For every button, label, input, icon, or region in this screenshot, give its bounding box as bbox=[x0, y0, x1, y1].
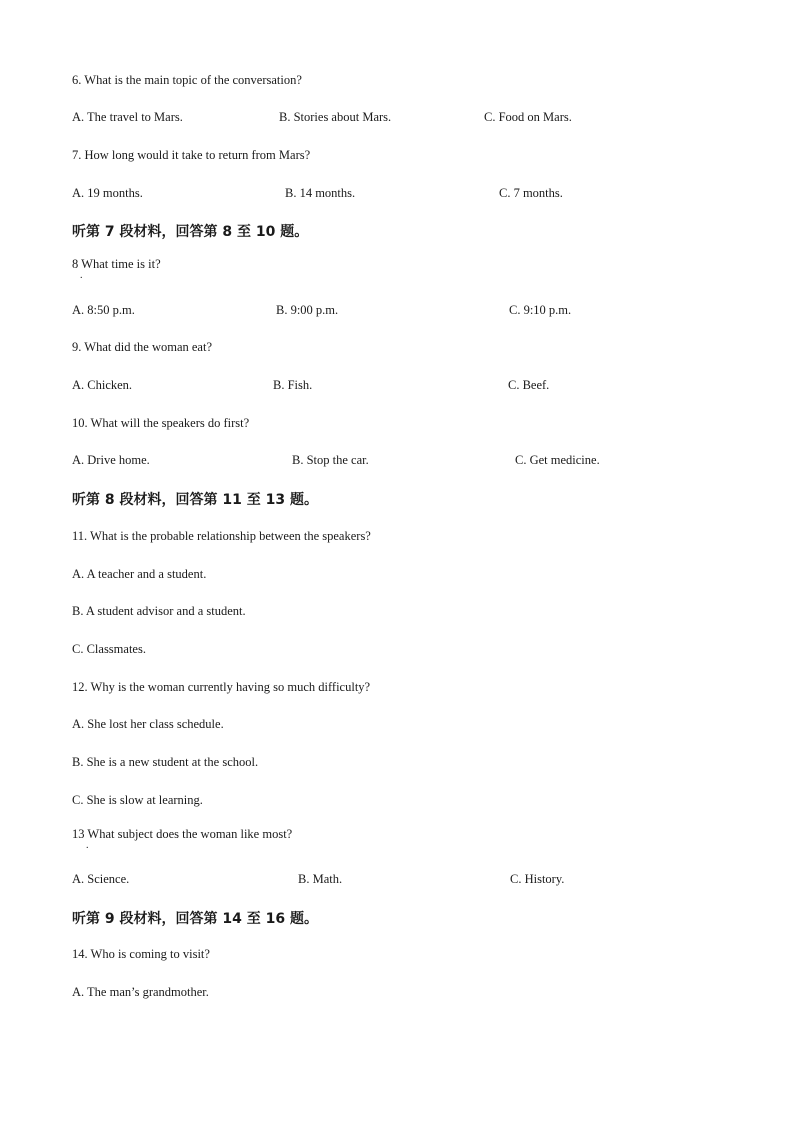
q7-option-a: A. 19 months. bbox=[72, 186, 143, 200]
q11-option-a: A. A teacher and a student. bbox=[72, 567, 207, 581]
question-9: 9. What did the woman eat? bbox=[72, 340, 213, 354]
question-14: 14. Who is coming to visit? bbox=[72, 947, 210, 961]
q6-option-a: A. The travel to Mars. bbox=[72, 110, 183, 124]
question-12: 12. Why is the woman currently having so much difficulty? bbox=[72, 680, 371, 694]
q12-option-b: B. She is a new student at the school. bbox=[72, 755, 259, 769]
q10-option-a: A. Drive home. bbox=[72, 453, 150, 467]
q14-option-a: A. The man’s grandmother. bbox=[72, 985, 209, 999]
q8-option-a: A. 8:50 p.m. bbox=[72, 303, 135, 317]
q12-option-c: C. She is slow at learning. bbox=[72, 793, 203, 807]
q11-option-c: C. Classmates. bbox=[72, 642, 146, 656]
q13-option-b: B. Math. bbox=[298, 872, 343, 886]
period-mark: . bbox=[80, 270, 83, 281]
q9-option-a: A. Chicken. bbox=[72, 378, 133, 392]
q12-option-a: A. She lost her class schedule. bbox=[72, 717, 224, 731]
q8-option-b: B. 9:00 p.m. bbox=[276, 303, 339, 317]
question-8: 8 What time is it? bbox=[72, 257, 161, 271]
q11-option-b: B. A student advisor and a student. bbox=[72, 604, 246, 618]
q6-option-b: B. Stories about Mars. bbox=[279, 110, 392, 124]
section-heading-9: 听第 9 段材料，回答第 14 至 16 题。 bbox=[72, 911, 318, 927]
q10-option-b: B. Stop the car. bbox=[292, 453, 369, 467]
q9-option-b: B. Fish. bbox=[273, 378, 313, 392]
question-11: 11. What is the probable relationship between the speakers? bbox=[72, 529, 371, 543]
question-7: 7. How long would it take to return from Mars? bbox=[72, 148, 311, 162]
q13-option-a: A. Science. bbox=[72, 872, 130, 886]
q9-option-c: C. Beef. bbox=[508, 378, 550, 392]
q6-option-c: C. Food on Mars. bbox=[484, 110, 572, 124]
question-13: 13 What subject does the woman like most? bbox=[72, 827, 293, 841]
question-6: 6. What is the main topic of the conversation? bbox=[72, 73, 302, 87]
q8-option-c: C. 9:10 p.m. bbox=[509, 303, 572, 317]
period-mark: . bbox=[86, 840, 89, 851]
q7-option-b: B. 14 months. bbox=[285, 186, 356, 200]
section-heading-7: 听第 7 段材料，回答第 8 至 10 题。 bbox=[72, 224, 309, 240]
q13-option-c: C. History. bbox=[510, 872, 565, 886]
section-heading-8: 听第 8 段材料，回答第 11 至 13 题。 bbox=[72, 492, 318, 508]
question-10: 10. What will the speakers do first? bbox=[72, 416, 250, 430]
q10-option-c: C. Get medicine. bbox=[515, 453, 600, 467]
q7-option-c: C. 7 months. bbox=[499, 186, 563, 200]
